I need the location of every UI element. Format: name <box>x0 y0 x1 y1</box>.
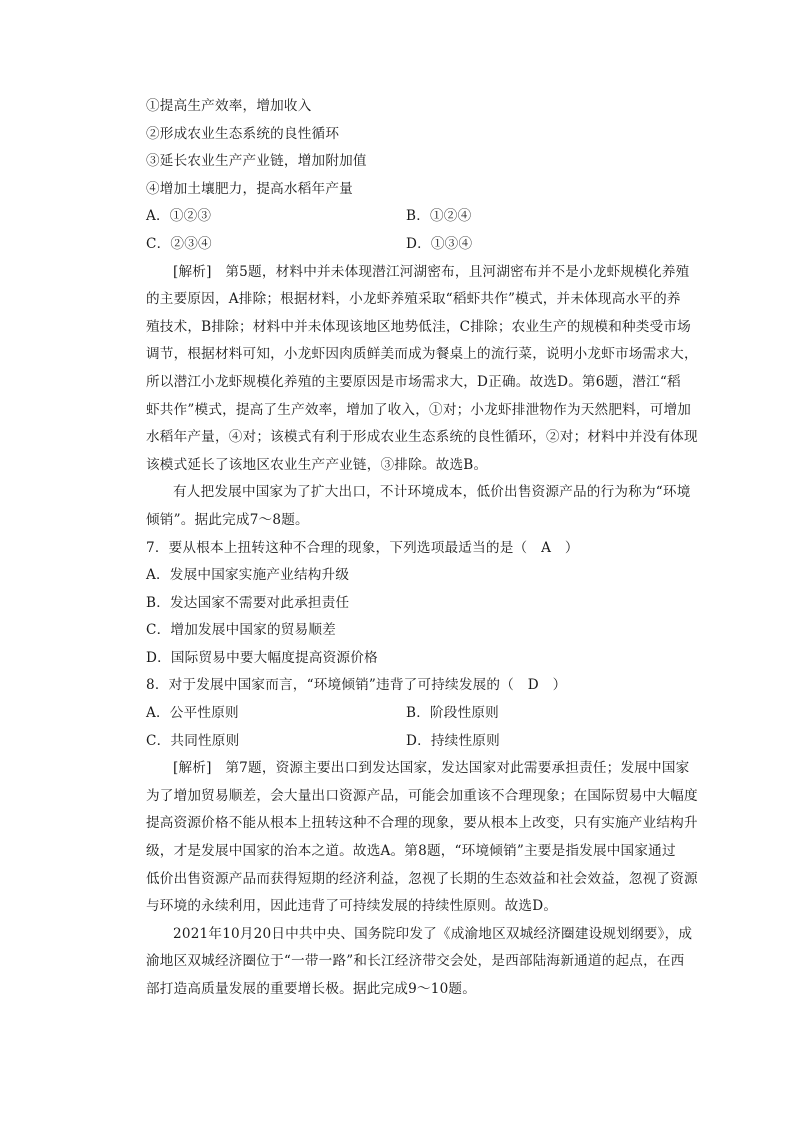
intro-9-10-line: 渝地区双城经济圈位于“一带一路”和长江经济带交会处，是西部陆海新通道的起点，在西 <box>146 953 685 970</box>
q8-choice-d: D．持续性原则 <box>406 732 500 749</box>
q8-choices-row-1 <box>146 700 666 728</box>
analysis-7-8-line: 提高资源价格不能从根本上扭转这种不合理的现象，要从根本上改变，只有实施产业结构升 <box>146 815 698 832</box>
q7-option-a: A．发展中国家实施产业结构升级 <box>146 567 350 584</box>
q6-choice-b: B．①②④ <box>406 208 472 225</box>
analysis-5-6-line: 的主要原因，A排除；根据材料，小龙虾养殖采取“稻虾共作”模式，并未体现高水平的养 <box>146 291 681 308</box>
q7-option-b: B．发达国家不需要对此承担责任 <box>146 594 350 611</box>
q7-option-c: C．增加发展中国家的贸易顺差 <box>146 622 336 639</box>
analysis-5-6-line: 调节，根据材料可知，小龙虾因肉质鲜美而成为餐桌上的流行菜，说明小龙虾市场需求大， <box>146 346 698 363</box>
q6-choice-c: C．②③④ <box>146 235 212 252</box>
analysis-7-8-line: 为了增加贸易顺差，会大量出口资源产品，可能会加重该不合理现象；在国际贸易中大幅度 <box>146 787 698 804</box>
question-8 <box>146 672 666 755</box>
intro-9-10-line: 部打造高质量发展的重要增长极。据此完成9～10题。 <box>146 981 477 997</box>
q8-choice-b: B．阶段性原则 <box>406 705 499 722</box>
q7-stem: 7．要从根本上扭转这种不合理的现象，下列选项最适当的是（ A ） <box>146 539 579 556</box>
q8-stem: 8．对于发展中国家而言，“环境倾销”违背了可持续发展的（ D ） <box>146 677 567 694</box>
analysis-5-6-line: 殖技术，B排除；材料中并未体现该地区地势低洼，C排除；农业生产的规模和种类受市场 <box>146 318 691 335</box>
analysis-5-6 <box>146 259 698 480</box>
analysis-5-6-line: 虾共作”模式，提高了生产效率，增加了收入，①对；小龙虾排泄物作为天然肥料，可增加 <box>146 401 692 418</box>
page-content <box>146 93 698 1004</box>
q8-choice-c: C．共同性原则 <box>146 732 240 749</box>
statement-2: ②形成农业生态系统的良性循环 <box>146 125 340 142</box>
statement-1: ①提高生产效率，增加收入 <box>146 98 312 114</box>
intro-9-10 <box>146 921 693 1004</box>
analysis-5-6-line: 水稻年产量，④对；该模式有利于形成农业生态系统的良性循环，②对；材料中并没有体现 <box>146 429 698 446</box>
intro-7-8-line: 倾销”。据此完成7～8题。 <box>146 511 309 528</box>
statement-3: ③延长农业生产产业链，增加附加值 <box>146 153 367 170</box>
analysis-7-8-line: 低价出售资源产品而获得短期的经济利益，忽视了长期的生态效益和社会效益，忽视了资源 <box>146 870 698 887</box>
analysis-5-6-line: 所以潜江小龙虾规模化养殖的主要原因是市场需求大，D正确。故选D。第6题，潜江“稻 <box>146 373 681 390</box>
analysis-7-8-line: 级，才是发展中国家的治本之道。故选A。第8题，“环境倾销”主要是指发展中国家通过 <box>146 843 676 860</box>
intro-7-8-line: 有人把发展中国家为了扩大出口，不计环境成本，低价出售资源产品的行为称为“环境 <box>173 484 691 501</box>
analysis-5-6-line: [解析] 第5题，材料中并未体现潜江河湖密布，且河湖密布并不是小龙虾规模化养殖 <box>173 263 690 280</box>
q6-choice-a: A．①②③ <box>146 208 212 225</box>
q6-statements <box>146 93 666 203</box>
q6-choices-row-2 <box>146 231 666 259</box>
q8-choice-a: A．公平性原则 <box>146 705 239 722</box>
q6-choice-d: D．①③④ <box>406 235 473 252</box>
analysis-7-8 <box>146 755 698 921</box>
statement-4: ④增加土壤肥力，提高水稻年产量 <box>146 180 353 197</box>
analysis-7-8-line: 与环境的永续利用，因此违背了可持续发展的持续性原则。故选D。 <box>146 898 558 915</box>
intro-7-8 <box>146 479 691 534</box>
q6-choices-row-1 <box>146 203 666 231</box>
q7-option-d: D．国际贸易中要大幅度提高资源价格 <box>146 649 378 666</box>
q8-choices-row-2 <box>146 728 666 756</box>
analysis-5-6-line: 该模式延长了该地区农业生产产业链，③排除。故选B。 <box>146 456 488 473</box>
intro-9-10-line: 2021年10月20日中共中央、国务院印发了《成渝地区双城经济圈建设规划纲要》，成 <box>173 925 693 942</box>
analysis-7-8-line: [解析] 第7题，资源主要出口到发达国家，发达国家对此需要承担责任；发展中国家 <box>173 760 690 777</box>
question-7 <box>146 535 666 673</box>
